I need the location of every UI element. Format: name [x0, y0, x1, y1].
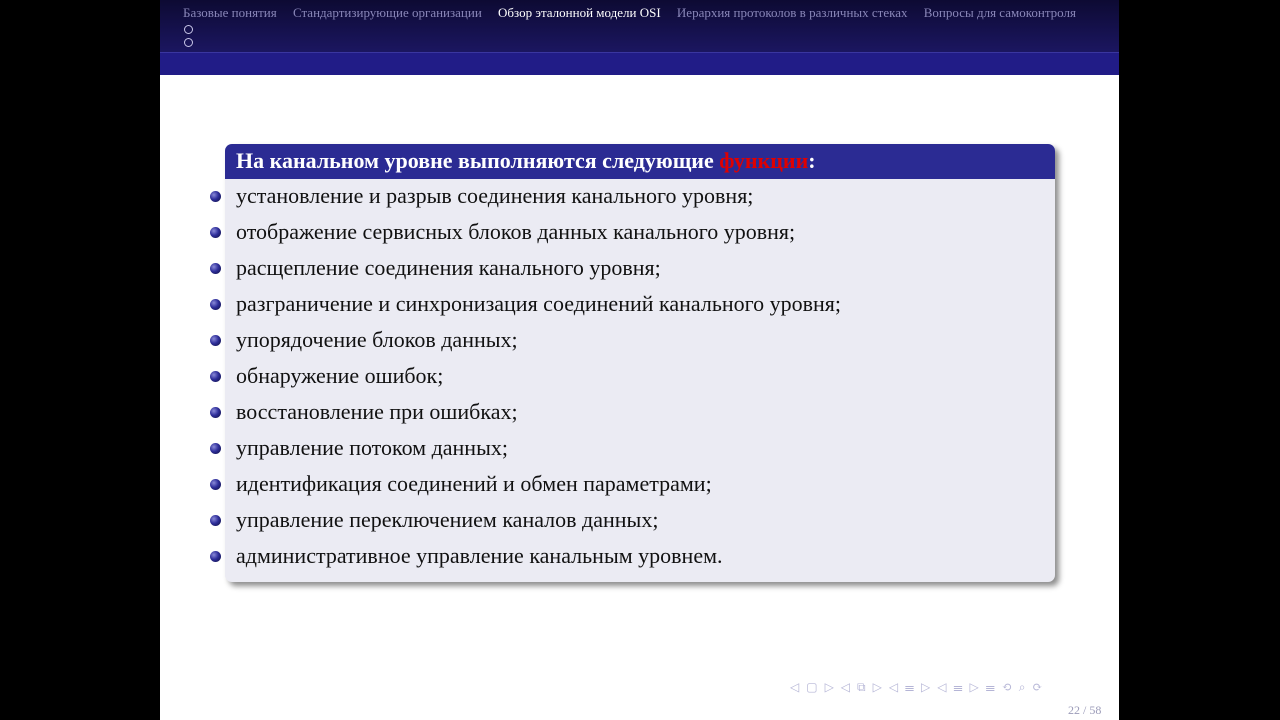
list-item: разграничение и синхронизация соединений канального уровня;: [236, 291, 842, 316]
section-nav: [183, 5, 1089, 21]
list-item: идентификация соединений и обмен параметрами;: [236, 471, 712, 496]
bullet-icon: [210, 551, 221, 562]
bullet-icon: [210, 335, 221, 346]
list-item: отображение сервисных блоков данных канального уровня;: [236, 219, 796, 244]
list-item: обнаружение ошибок;: [236, 363, 444, 388]
page-number: 22 / 58: [1068, 703, 1102, 717]
nav-section-4[interactable]: Иерархия протоколов в различных стеках: [676, 5, 908, 20]
list-item: управление переключением каналов данных;: [236, 507, 659, 532]
nav-section-3[interactable]: Обзор эталонной модели OSI: [498, 5, 661, 20]
block-title-highlight: функции: [719, 148, 809, 173]
bullet-icon: [210, 443, 221, 454]
list-item: упорядочение блоков данных;: [236, 327, 518, 352]
bullet-icon: [210, 263, 221, 274]
nav-section-1[interactable]: Базовые понятия: [183, 5, 277, 20]
subsection-dot-icon[interactable]: [184, 38, 193, 47]
block-title-text: На канальном уровне выполняются следующие: [236, 148, 720, 173]
bullet-icon: [210, 191, 221, 202]
bullet-icon: [210, 515, 221, 526]
functions-block: [225, 144, 1055, 582]
title-bar: [160, 52, 1119, 75]
list-item: административное управление канальным уровнем.: [236, 543, 723, 568]
bullet-icon: [210, 227, 221, 238]
subsection-dot-icon[interactable]: [184, 25, 193, 34]
list-item: восстановление при ошибках;: [236, 399, 518, 424]
block-title: [225, 144, 1055, 179]
bullet-icon: [210, 407, 221, 418]
bullet-icon: [210, 371, 221, 382]
subsection-dots: [184, 25, 193, 51]
block-title-colon: :: [808, 148, 816, 173]
nav-section-2[interactable]: Стандартизирующие организации: [292, 5, 482, 20]
slide: [160, 0, 1119, 720]
list-item: управление потоком данных;: [236, 435, 508, 460]
header-navigation: [160, 0, 1119, 52]
list-item: установление и разрыв соединения канального уровня;: [236, 183, 754, 208]
beamer-navigation-icons[interactable]: ◁ ▢ ▷ ◁ ⧉ ▷ ◁ ☰ ▷ ◁ ☰ ▷ ☰ ⟲ ⌕ ⟳: [790, 680, 1045, 694]
bullet-icon: [210, 299, 221, 310]
list-item: расщепление соединения канального уровня;: [236, 255, 661, 280]
nav-section-5[interactable]: Вопросы для самоконтроля: [923, 5, 1076, 20]
bullet-icon: [210, 479, 221, 490]
